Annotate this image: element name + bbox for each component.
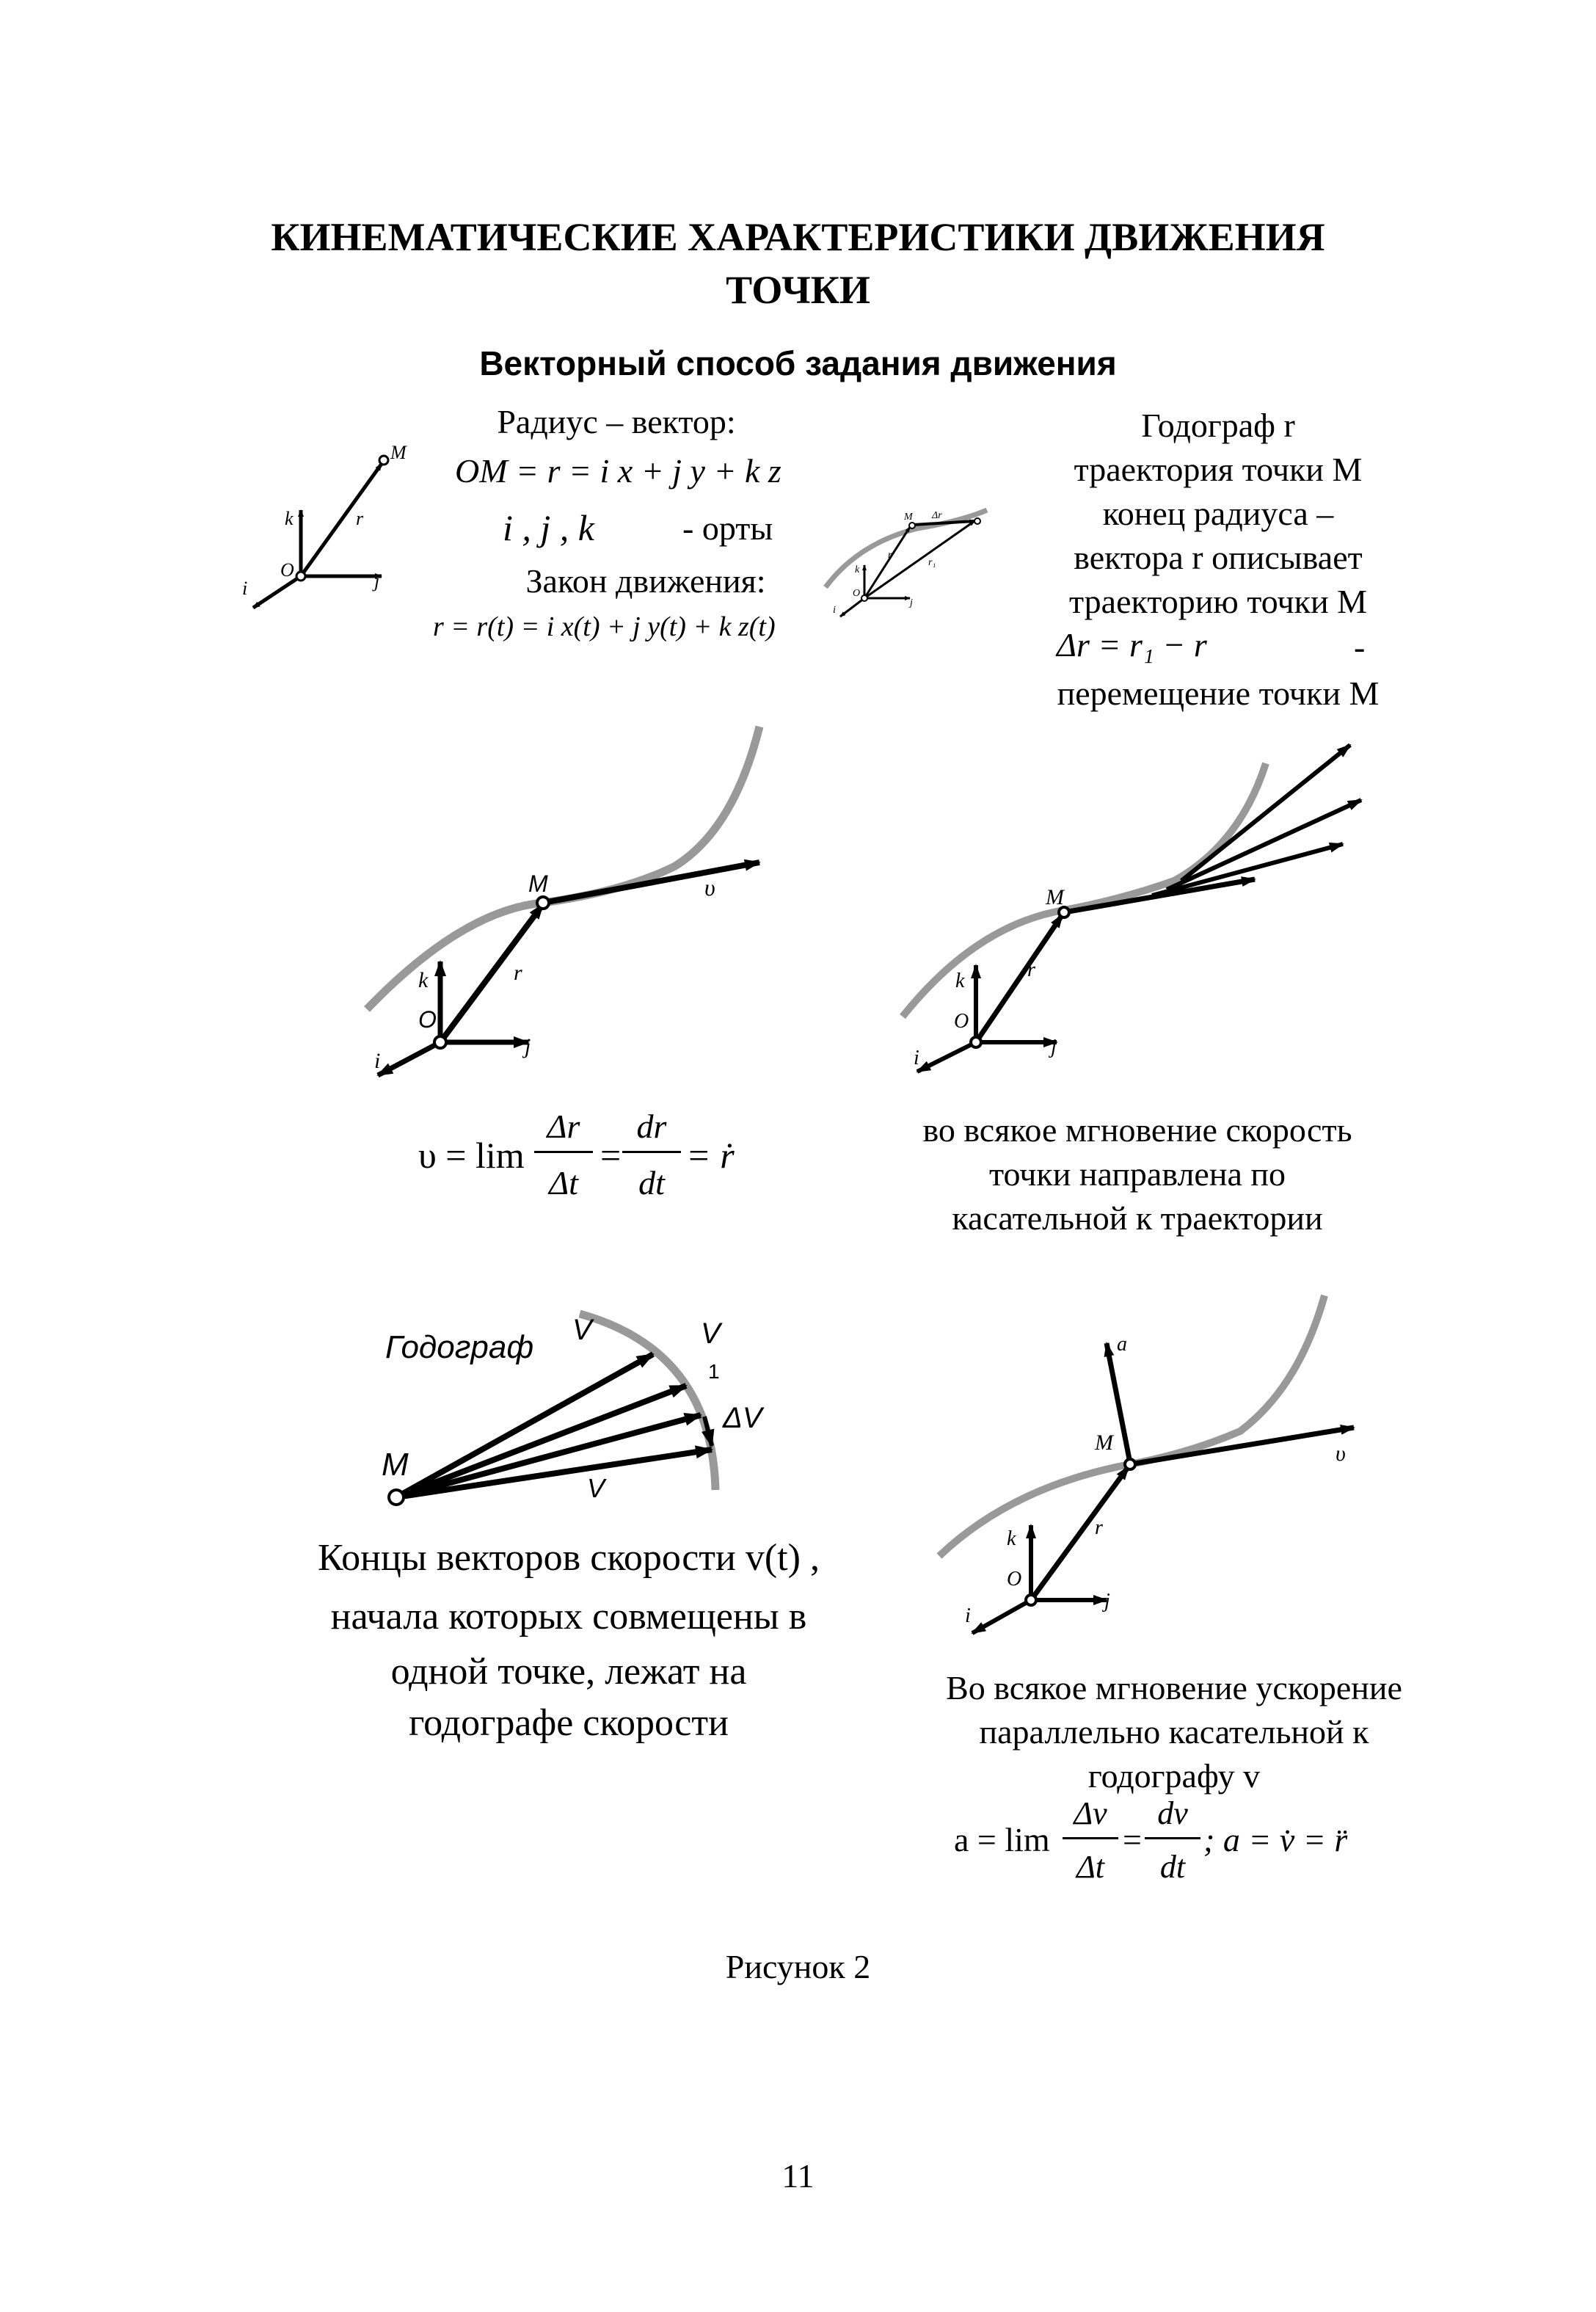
- svg-text:O: O: [853, 588, 861, 599]
- accel-den2: dt: [1159, 1849, 1186, 1885]
- hodograph-line3: конец радиуса –: [1102, 495, 1334, 532]
- accel-text-line2: параллельно касательной к: [979, 1713, 1369, 1751]
- label-M: M: [390, 442, 407, 463]
- svg-text:r: r: [1027, 959, 1035, 981]
- displacement-diagram: [815, 492, 991, 631]
- svg-text:j: j: [525, 1034, 531, 1058]
- label-k: k: [285, 508, 294, 529]
- label-O: O: [280, 559, 294, 581]
- svg-text:ΔV: ΔV: [723, 1402, 762, 1434]
- accel-formula-rhs: ; a = v̇ = r̈: [1203, 1821, 1348, 1858]
- velocity-diagram: [360, 719, 800, 1086]
- svg-text:r₁: r₁: [928, 557, 936, 568]
- svg-text:k: k: [418, 968, 429, 992]
- displacement-label: перемещение точки М: [1057, 675, 1380, 712]
- hodograph-line2: траектория точки М: [1074, 451, 1363, 488]
- law-formula: r = r(t) = i x(t) + j y(t) + k z(t): [433, 611, 776, 642]
- svg-text:i: i: [374, 1049, 381, 1073]
- page-title-line2: ТОЧКИ: [726, 268, 870, 312]
- dash: -: [1354, 628, 1366, 666]
- svg-text:Δr: Δr: [932, 510, 942, 521]
- svg-text:r: r: [888, 550, 892, 561]
- svg-text:1: 1: [708, 1360, 720, 1383]
- velocity-formula-rhs: = ṙ: [686, 1135, 735, 1176]
- fraction-bar-4: [1145, 1837, 1200, 1839]
- svg-text:M: M: [1046, 885, 1064, 909]
- svg-text:a: a: [1117, 1333, 1127, 1356]
- svg-text:O: O: [954, 1010, 969, 1033]
- svg-text:O: O: [1007, 1568, 1022, 1591]
- hodograph-line4: вектора r описывает: [1074, 539, 1363, 576]
- hodograph-line5: траекторию точки М: [1068, 583, 1368, 620]
- velocity-text-line2: точки направлена по: [988, 1155, 1286, 1193]
- svg-text:k: k: [955, 970, 965, 992]
- orts-label: - орты: [682, 509, 773, 547]
- hodograph-label: Годограф: [385, 1329, 534, 1365]
- label-r: r: [356, 508, 364, 529]
- svg-text:k: k: [1007, 1527, 1016, 1550]
- law-of-motion-label: Закон движения:: [525, 562, 766, 600]
- svg-text:i: i: [965, 1604, 971, 1627]
- svg-text:i: i: [833, 605, 836, 616]
- velocity-num2: dr: [636, 1108, 667, 1145]
- accel-num1: Δv: [1074, 1795, 1107, 1831]
- svg-text:j: j: [910, 597, 913, 608]
- svg-text:r: r: [514, 961, 522, 985]
- label-j: j: [374, 570, 380, 592]
- fraction-bar-3: [1063, 1837, 1118, 1839]
- velocity-num1: Δr: [547, 1108, 580, 1145]
- accel-num2: dv: [1157, 1795, 1188, 1831]
- tangent-velocity-diagram: [881, 734, 1380, 1086]
- velocity-den1: Δt: [549, 1164, 578, 1202]
- hodograph-r-title: Годограф r: [1141, 407, 1295, 444]
- accel-den1: Δt: [1076, 1849, 1105, 1885]
- velocity-text-line3: касательной к траектории: [952, 1199, 1323, 1237]
- velocity-formula-lhs: υ = lim: [418, 1135, 525, 1176]
- velocity-text-line1: во всякое мгновение скорость: [922, 1111, 1352, 1149]
- acceleration-diagram: [925, 1284, 1394, 1651]
- page-number: 11: [781, 2157, 815, 2195]
- hodograph-text-line3: одной точке, лежат на: [390, 1651, 747, 1693]
- orts-symbols: i , j , k: [503, 507, 594, 548]
- fraction-bar-2: [622, 1151, 681, 1153]
- svg-text:j: j: [1104, 1590, 1110, 1613]
- velocity-den2: dt: [638, 1164, 665, 1202]
- radius-vector-diagram: [235, 440, 426, 617]
- svg-text:r: r: [1095, 1516, 1103, 1539]
- svg-text:M: M: [528, 870, 548, 897]
- svg-text:υ: υ: [704, 874, 715, 901]
- svg-text:M: M: [904, 512, 913, 523]
- svg-text:i: i: [914, 1047, 919, 1069]
- displacement-formula: Δr = r₁ − r: [1057, 626, 1207, 664]
- accel-text-line3: годографу v: [1087, 1757, 1261, 1795]
- hodograph-text-line2: начала которых совмещены в: [330, 1596, 807, 1637]
- figure-caption: Рисунок 2: [725, 1948, 871, 1985]
- svg-text:j: j: [1051, 1036, 1057, 1058]
- svg-text:M: M: [382, 1447, 409, 1483]
- accel-text-line1: Во всякое мгновение ускорение: [946, 1669, 1402, 1706]
- page-title-line1: КИНЕМАТИЧЕСКИЕ ХАРАКТЕРИСТИКИ ДВИЖЕНИЯ: [271, 215, 1325, 259]
- svg-text:V: V: [587, 1473, 605, 1503]
- hodograph-text-line1: Концы векторов скорости v(t) ,: [318, 1537, 820, 1579]
- svg-text:k: k: [855, 564, 860, 575]
- radius-vector-label: Радиус – вектор:: [497, 403, 736, 440]
- label-i: i: [242, 578, 248, 599]
- om-formula: OM = r = i x + j y + k z: [455, 452, 781, 490]
- section-subtitle: Векторный способ задания движения: [479, 344, 1117, 382]
- svg-text:V: V: [572, 1314, 592, 1346]
- svg-text:υ: υ: [1336, 1442, 1346, 1466]
- accel-formula-lhs: a = lim: [954, 1821, 1050, 1858]
- svg-text:M: M: [1095, 1431, 1113, 1455]
- fraction-bar-1: [534, 1151, 593, 1153]
- svg-text:O: O: [418, 1006, 437, 1033]
- svg-text:V: V: [701, 1317, 721, 1350]
- velocity-hodograph-diagram: [367, 1299, 778, 1519]
- hodograph-text-line4: годографе скорости: [409, 1702, 729, 1744]
